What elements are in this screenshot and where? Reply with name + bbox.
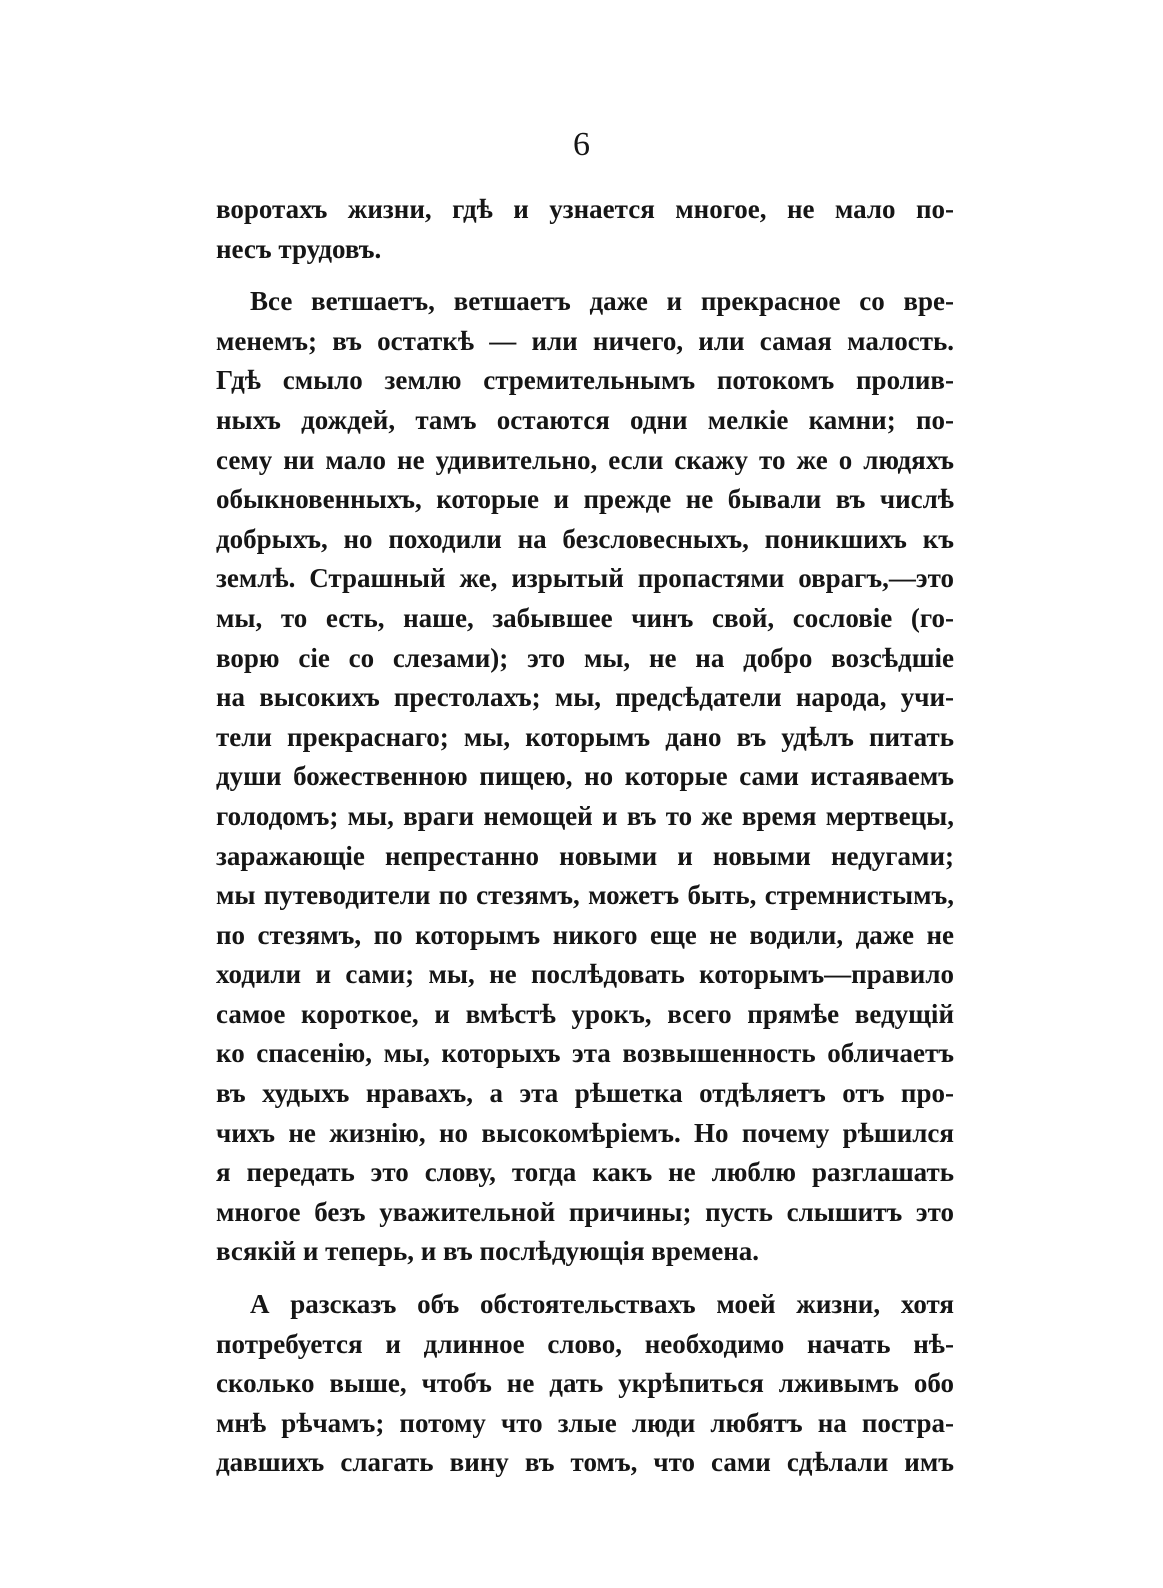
- body-text: [216, 190, 954, 1483]
- text-line: тели прекраснаго; мы, которымъ дано въ удѣлъ питать: [216, 721, 954, 752]
- text-line: души божественною пищею, но которые сами истаяваемъ: [216, 761, 954, 792]
- text-line: я передать это слову, тогда какъ не люблю разглашать: [216, 1157, 954, 1188]
- text-line: мнѣ рѣчамъ; потому что злые люди любятъ на постра-: [216, 1407, 954, 1438]
- text-line: ныхъ дождей, тамъ остаются одни мелкіе камни; по-: [216, 404, 954, 435]
- text-line: самое короткое, и вмѣстѣ урокъ, всего прямѣе ведущій: [216, 998, 954, 1029]
- text-line: заражающіе непрестанно новыми и новыми недугами;: [216, 840, 954, 871]
- text-line: многое безъ уважительной причины; пусть слышитъ это: [216, 1196, 954, 1227]
- text-line: потребуется и длинное слово, необходимо начать нѣ-: [216, 1328, 954, 1359]
- paragraph: [216, 190, 954, 269]
- text-line: Все ветшаетъ, ветшаетъ даже и прекрасное со вре-: [250, 286, 954, 317]
- text-line: голодомъ; мы, враги немощей и въ то же время мертвецы,: [216, 800, 954, 831]
- text-line: добрыхъ, но походили на безсловесныхъ, поникшихъ къ: [216, 523, 954, 554]
- text-line: Гдѣ смыло землю стремительнымъ потокомъ пролив-: [216, 365, 954, 396]
- text-line: ко спасенію, мы, которыхъ эта возвышенность обличаетъ: [216, 1038, 954, 1069]
- text-line: по стезямъ, по которымъ никого еще не водили, даже не: [216, 919, 954, 950]
- paragraph: [216, 1285, 954, 1483]
- text-line: сему ни мало не удивительно, если скажу то же о людяхъ: [216, 444, 954, 475]
- text-line: давшихъ слагать вину въ томъ, что сами сдѣлали имъ: [216, 1447, 954, 1478]
- text-line: чихъ не жизнію, но высокомѣріемъ. Но почему рѣшился: [216, 1117, 954, 1148]
- text-line: сколько выше, чтобъ не дать укрѣпиться лживымъ обо: [216, 1368, 954, 1399]
- text-line: въ худыхъ нравахъ, а эта рѣшетка отдѣляетъ отъ про-: [216, 1078, 954, 1109]
- text-line: ворю сіе со слезами); это мы, не на добро возсѣдшіе: [216, 642, 954, 673]
- text-line: А разсказъ объ обстоятельствахъ моей жизни, хотя: [250, 1289, 954, 1320]
- text-line: ходили и сами; мы, не послѣдовать которымъ—правило: [216, 959, 954, 990]
- text-line: менемъ; въ остаткѣ — или ничего, или самая малость.: [216, 325, 954, 356]
- text-line: всякій и теперь, и въ послѣдующія времена.: [216, 1236, 760, 1267]
- text-line: на высокихъ престолахъ; мы, предсѣдатели народа, учи-: [216, 682, 954, 713]
- text-line: землѣ. Страшный же, изрытый пропастями оврагъ,—это: [216, 563, 954, 594]
- page-number: 6: [573, 126, 590, 163]
- text-line: воротахъ жизни, гдѣ и узнается многое, не мало по-: [216, 194, 954, 224]
- text-line: мы путеводители по стезямъ, можетъ быть, стремнистымъ,: [216, 880, 954, 911]
- text-line: мы, то есть, наше, забывшее чинъ свой, сословіе (го-: [216, 602, 954, 633]
- paragraph: [216, 282, 954, 1272]
- text-line: несъ трудовъ.: [216, 233, 382, 264]
- text-line: обыкновенныхъ, которые и прежде не бывали въ числѣ: [216, 484, 954, 515]
